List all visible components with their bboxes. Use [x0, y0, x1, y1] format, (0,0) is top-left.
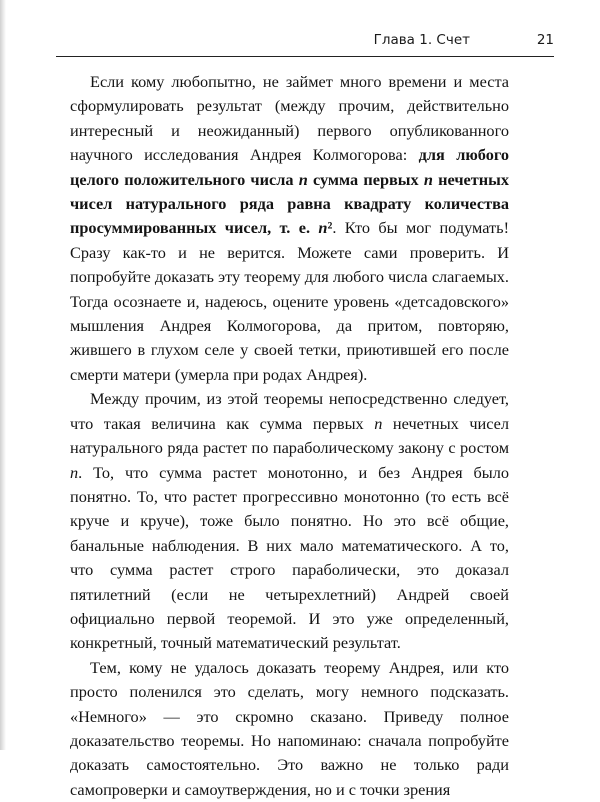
text-run: . То, что сумма растет монотонно, и без Андрея было понятно. То, что растет прогрессивно монотонно (то есть всё круче и круче), тоже было понятно. Но это всё общие, банальные наблюдения. В них мало математического. А то, что сумма растет строго параболически, это доказал пятилетний (если не четырехлетний) Андрей своей официально первой теоремой. И это уже определенный, конкретный, точный математический результат. — [70, 462, 509, 653]
variable-italic: n — [70, 462, 79, 482]
text-run: Тем, кому не удалось доказать теорему Андрея, или кто просто поленился это сделать, могу немного подсказать. «Немного» — это скромно сказано. Приведу полное доказательство теоремы. Но напоминаю: сначала попробуйте доказать самостоятельно. Это важно не только ради самопроверки и самоутверждения, но и с точки зрения — [70, 657, 509, 799]
bold-text: нечетных чисел натурального ряда равна квадрату количества просуммированных чисел, т. е. — [70, 169, 509, 238]
text-run: Если кому любопытно, не займет много времени и места сформулировать результат (между прочим, действительно интересный и неожиданный) первого опубликованного научного исследования Андрея Колмогорова: — [70, 72, 509, 165]
variable-italic: n — [374, 413, 383, 433]
text-run: . Кто бы мог подумать! Сразу как-то и не верится. Можете сами проверить. И попробуйте доказать эту теорему для любого числа слагаемых. Тогда осознаете и, надеюсь, оцените уровень «детсадовского» мышления Андрея Колмогорова, да притом, повторяю, жившего в глухом селе у своей тетки, приютившей его после смерти матери (умерла при родах Андрея). — [70, 218, 509, 384]
text-run: нечетных чисел натурального ряда растет по параболическому закону с ростом — [70, 413, 509, 458]
paragraph — [70, 70, 509, 387]
page-number: 21 — [536, 32, 554, 48]
chapter-title: Глава 1. Счет — [373, 32, 470, 48]
bold-text — [424, 170, 433, 189]
bold-text: сумма первых — [307, 169, 424, 189]
body-text — [70, 70, 509, 802]
page-gutter-shadow — [0, 0, 6, 750]
bold-text: для любого целого положительного числа — [70, 145, 509, 189]
variable-italic: n — [423, 169, 433, 189]
bold-text: ² — [327, 218, 333, 238]
bold-text — [299, 170, 308, 189]
paragraph — [70, 387, 509, 655]
header-rule — [56, 56, 554, 57]
variable-italic: n — [318, 218, 328, 238]
paragraph — [70, 656, 509, 802]
running-header — [56, 30, 554, 52]
text-run: Между прочим, из этой теоремы непосредственно следует, что такая величина как сумма первых — [70, 389, 509, 433]
variable-italic: n — [298, 169, 308, 189]
